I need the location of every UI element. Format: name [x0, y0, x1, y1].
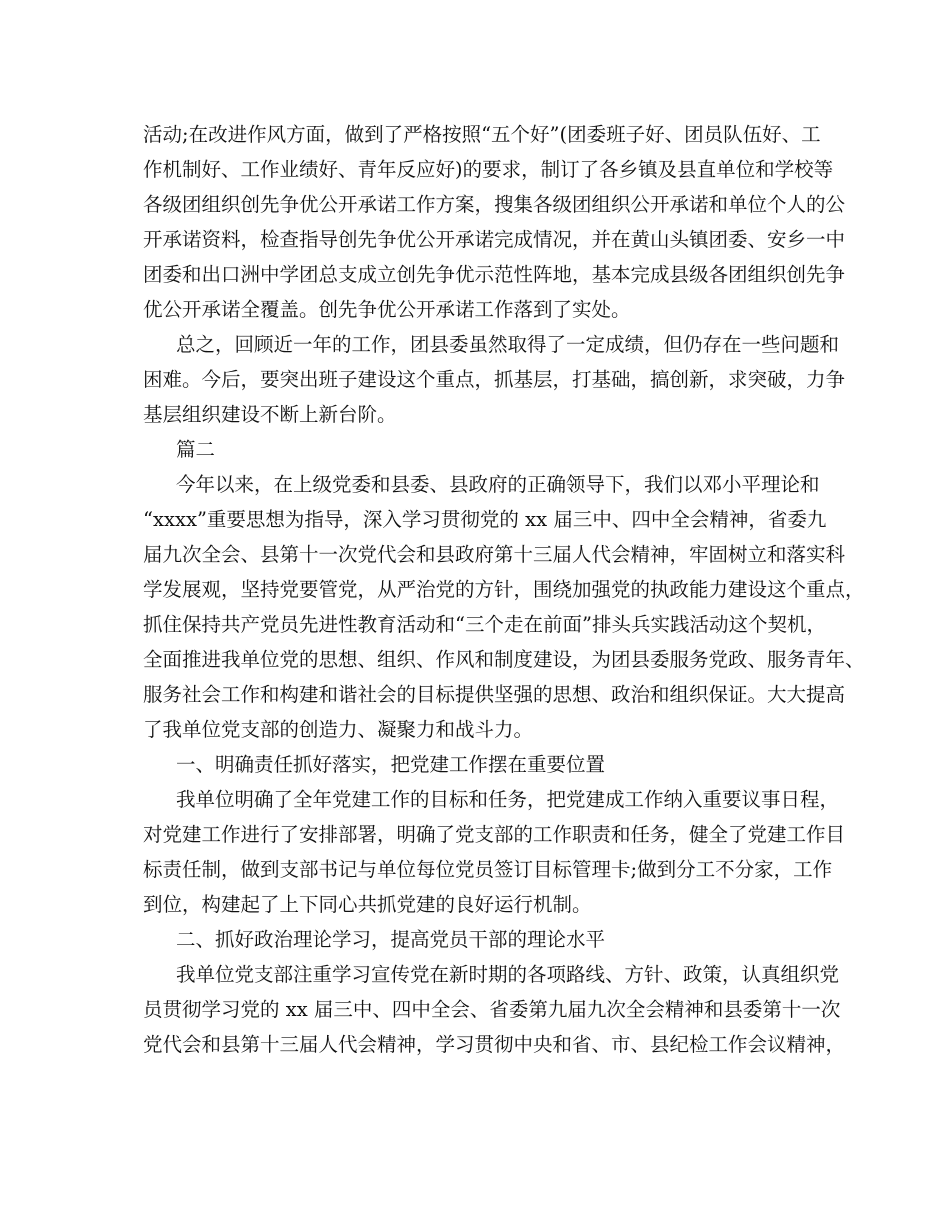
text-line-14: 学发展观，坚持党要管党，从严治党的方针，围绕加强党的执政能力建设这个重点，: [143, 578, 865, 601]
text-line-15: 抓住保持共产党员先进性教育活动和“三个走在前面”排头兵实践活动这个契机，: [143, 613, 826, 636]
text-line-12: “xxxx”重要思想为指导，深入学习贯彻党的 xx 届三中、四中全会精神，省委九: [143, 508, 827, 531]
text-line-21: 对党建工作进行了安排部署，明确了党支部的工作职责和任务，健全了党建工作目: [143, 823, 846, 846]
text-line-3: 各级团组织创先争优公开承诺工作方案，搜集各级团组织公开承诺和单位个人的公: [143, 193, 846, 216]
section-heading-two: 二、抓好政治理论学习，提高党员干部的理论水平: [176, 928, 606, 951]
paragraph-section-two-start: 我单位党支部注重学习宣传党在新时期的各项路线、方针、政策，认真组织党: [176, 963, 840, 986]
text-line-16: 全面推进我单位党的思想、组织、作风和制度建设，为团县委服务党政、服务青年、: [143, 648, 865, 671]
text-line-6: 优公开承诺全覆盖。创先争优公开承诺工作落到了实处。: [143, 298, 631, 321]
text-line-1: 活动;在改进作风方面，做到了严格按照“五个好”(团委班子好、团员队伍好、工: [143, 123, 821, 146]
text-line-4: 开承诺资料，检查指导创先争优公开承诺完成情况，并在黄山头镇团委、安乡一中: [143, 228, 846, 251]
text-line-13: 届九次全会、县第十一次党代会和县政府第十三届人代会精神，牢固树立和落实科: [143, 543, 846, 566]
section-heading-part-two: 篇二: [176, 438, 216, 461]
text-line-5: 团委和出口洲中学团总支成立创先争优示范性阵地，基本完成县级各团组织创先争: [143, 263, 846, 286]
text-line-27: 党代会和县第十三届人代会精神，学习贯彻中央和省、市、县纪检工作会议精神，: [143, 1033, 846, 1056]
paragraph-part-two-start: 今年以来，在上级党委和县委、县政府的正确领导下，我们以邓小平理论和: [176, 473, 820, 496]
paragraph-section-one-start: 我单位明确了全年党建工作的目标和任务，把党建成工作纳入重要议事日程，: [176, 788, 840, 811]
section-heading-one: 一、明确责任抓好落实，把党建工作摆在重要位置: [176, 753, 606, 776]
paragraph-summary-start: 总之，回顾近一年的工作，团县委虽然取得了一定成绩，但仍存在一些问题和: [176, 333, 840, 356]
text-line-9: 基层组织建设不断上新台阶。: [143, 403, 397, 426]
text-line-22: 标责任制，做到支部书记与单位每位党员签订目标管理卡;做到分工不分家，工作: [143, 858, 833, 881]
text-line-18: 了我单位党支部的创造力、凝聚力和战斗力。: [143, 718, 534, 741]
text-line-2: 作机制好、工作业绩好、青年反应好)的要求，制订了各乡镇及县直单位和学校等: [143, 158, 834, 181]
text-line-17: 服务社会工作和构建和谐社会的目标提供坚强的思想、政治和组织保证。大大提高: [143, 683, 846, 706]
text-line-26: 员贯彻学习党的 xx 届三中、四中全会、省委第九届九次全会精神和县委第十一次: [143, 998, 841, 1021]
text-line-8: 困难。今后，要突出班子建设这个重点，抓基层，打基础，搞创新，求突破，力争: [143, 368, 846, 391]
text-line-23: 到位，构建起了上下同心共抓党建的良好运行机制。: [143, 893, 592, 916]
